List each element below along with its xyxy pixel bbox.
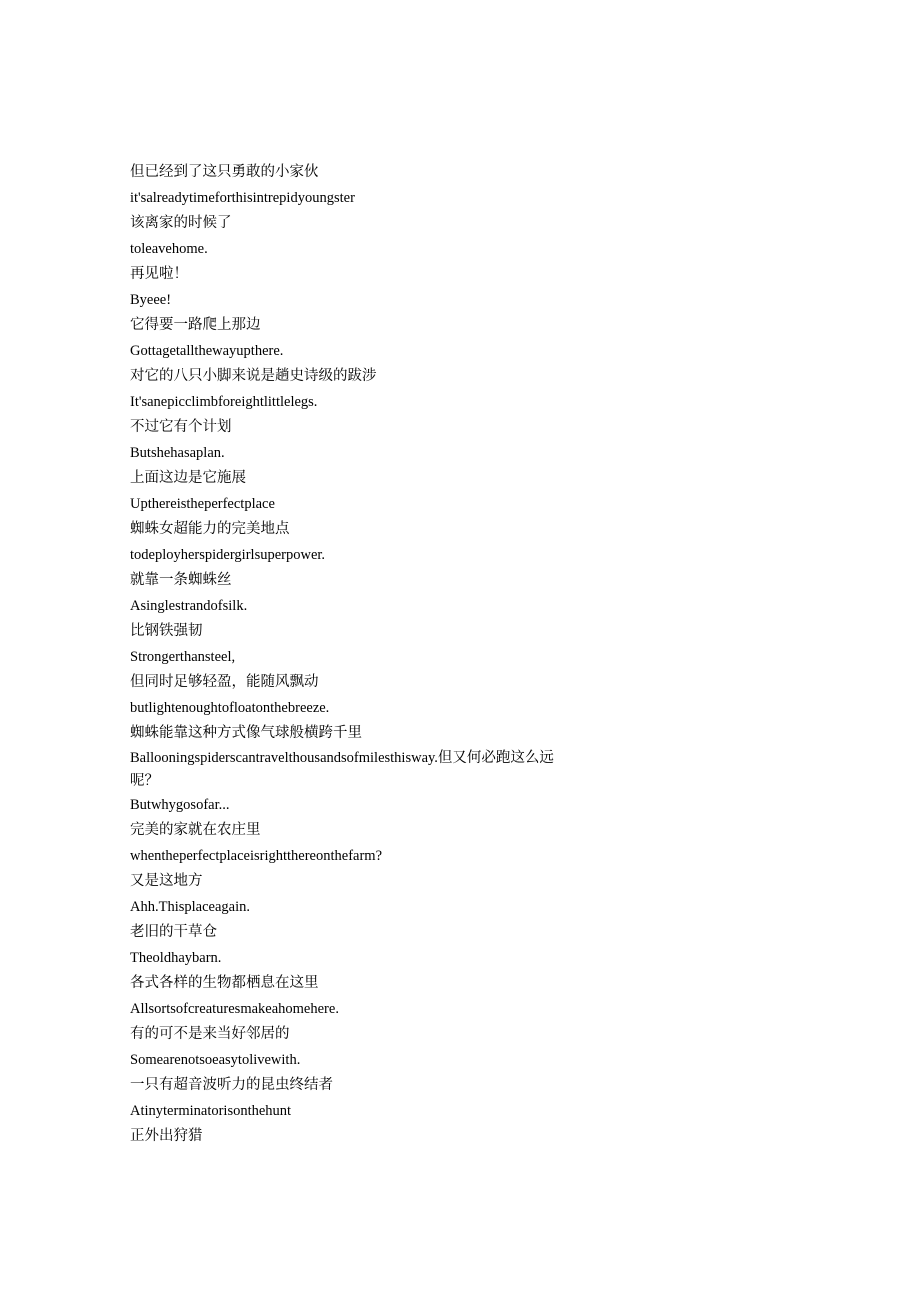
text-line-zh: 又是这地方 [130, 873, 203, 889]
text-line-en: Allsortsofcreaturesmakeahomehere. [130, 1000, 339, 1017]
text-line-en: it'salreadytimeforthisintrepidyoungster [130, 189, 355, 206]
text-line-mixed: Ballooningspiderscantravelthousandsofmilesthisway.但又何必跑这么远呢？ [130, 749, 554, 789]
text-line-en: butlightenoughtofloatonthebreeze. [130, 699, 330, 716]
text-line-en: Butshehasaplan. [130, 444, 225, 461]
subtitle-transcript [130, 160, 570, 1150]
text-line-zh: 但同时足够轻盈，能随风飘动 [130, 674, 319, 690]
text-line-zh: 各式各样的生物都栖息在这里 [130, 975, 319, 991]
text-line-en: Asinglestrandofsilk. [130, 597, 248, 614]
text-line-zh: 不过它有个计划 [130, 419, 232, 435]
text-line-zh: 它得要一路爬上那边 [130, 317, 261, 333]
text-line-en: Strongerthansteel, [130, 648, 236, 665]
text-line-en: Gottagetallthewayupthere. [130, 342, 284, 359]
text-line-en: Atinyterminatorisonthehunt [130, 1102, 292, 1119]
text-line-en: Byeee! [130, 291, 172, 308]
text-line-zh: 但已经到了这只勇敢的小家伙 [130, 164, 319, 180]
text-line-zh: 蜘蛛女超能力的完美地点 [130, 521, 290, 537]
text-line-en: whentheperfectplaceisrightthereonthefarm? [130, 847, 383, 864]
text-line-en: Upthereistheperfectplace [130, 495, 275, 512]
text-line-zh: 一只有超音波听力的昆虫终结者 [130, 1077, 333, 1093]
text-line-en: Ahh.Thisplaceagain. [130, 898, 250, 915]
text-line-zh: 有的可不是来当好邻居的 [130, 1026, 290, 1042]
text-line-en: Butwhygosofar... [130, 796, 230, 813]
text-line-zh: 蜘蛛能靠这种方式像气球般横跨千里 [130, 725, 362, 741]
text-line-zh: 该离家的时候了 [130, 215, 232, 231]
text-line-en: toleavehome. [130, 240, 208, 257]
text-line-zh: 比钢铁强韧 [130, 623, 203, 639]
text-line-zh: 完美的家就在农庄里 [130, 822, 261, 838]
text-line-zh: 对它的八只小脚来说是趟史诗级的跋涉 [130, 368, 377, 384]
text-line-en: Somearenotsoeasytolivewith. [130, 1051, 301, 1068]
text-line-zh: 正外出狩猎 [130, 1128, 203, 1144]
text-line-zh: 老旧的干草仓 [130, 924, 217, 940]
text-line-en: It'sanepicclimbforeightlittlelegs. [130, 393, 318, 410]
text-line-zh: 上面这边是它施展 [130, 470, 246, 486]
text-line-en: Theoldhaybarn. [130, 949, 222, 966]
text-line-en: todeployherspidergirlsuperpower. [130, 546, 326, 563]
text-line-zh: 再见啦！ [130, 266, 188, 282]
text-line-zh: 就靠一条蜘蛛丝 [130, 572, 232, 588]
